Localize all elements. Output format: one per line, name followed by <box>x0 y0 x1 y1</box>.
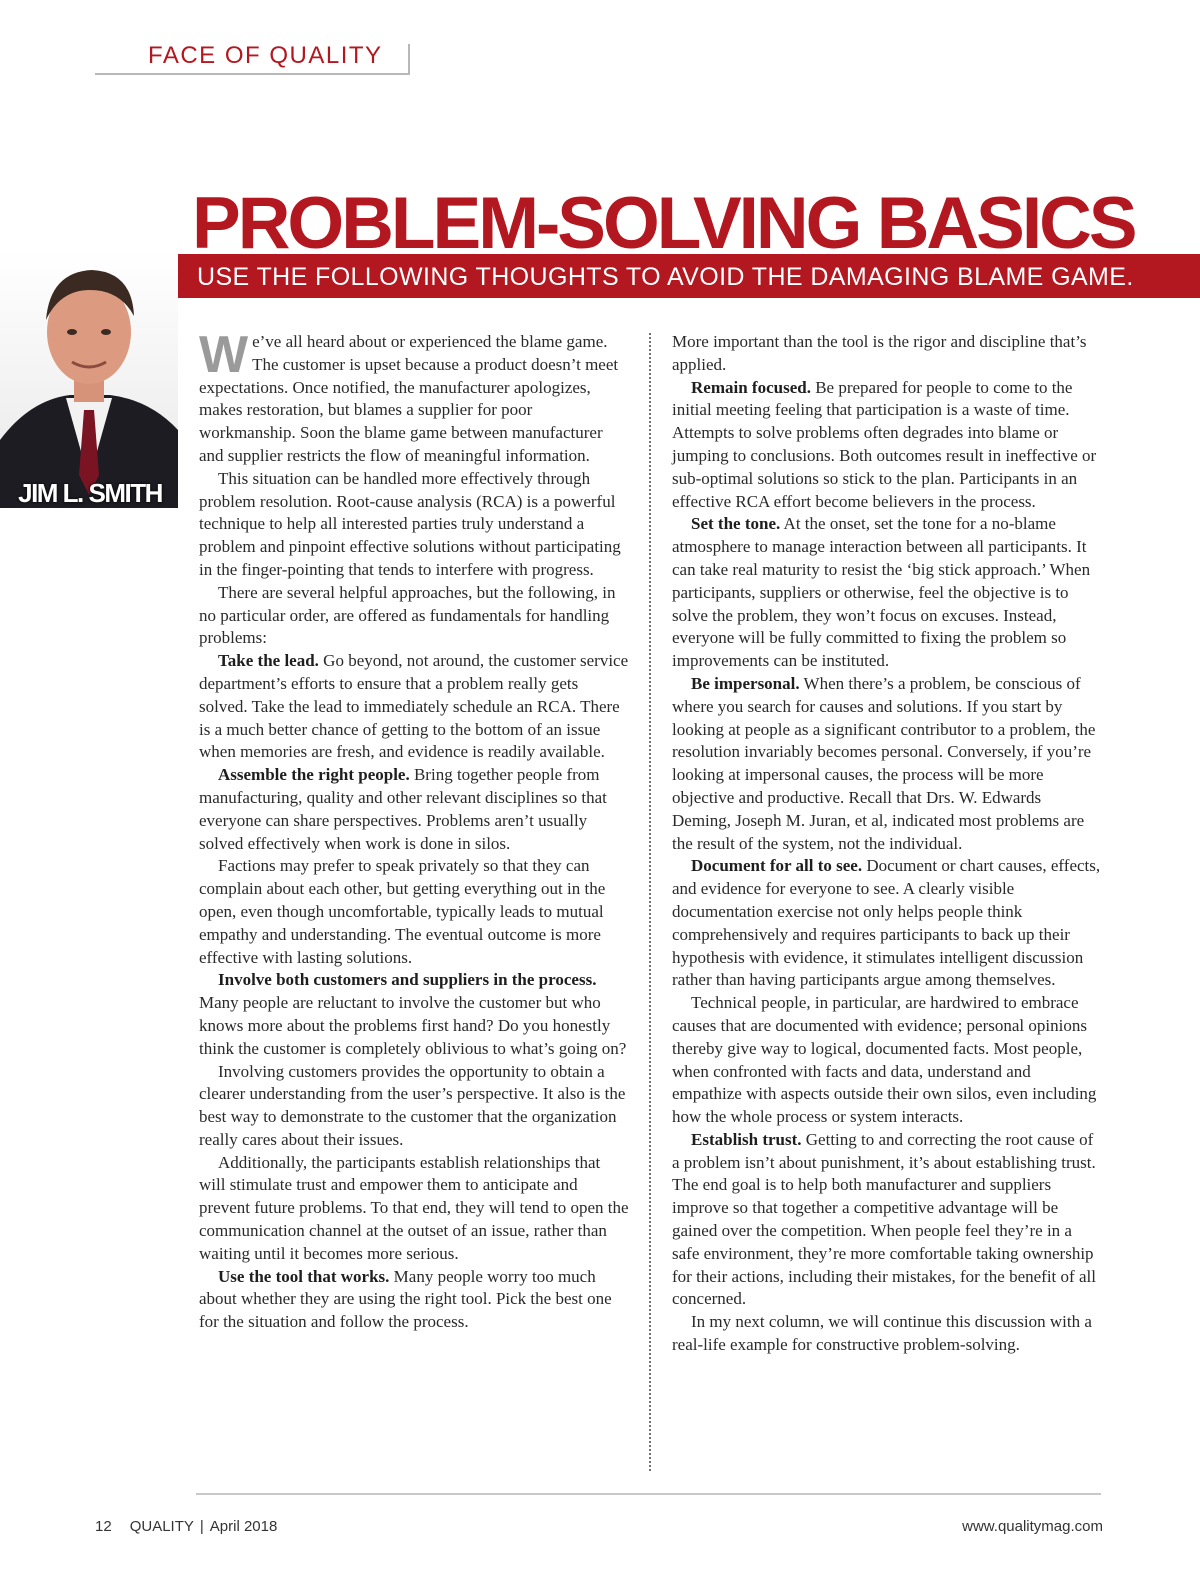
article-paragraph <box>199 764 629 855</box>
article-paragraph <box>672 992 1102 1129</box>
page-footer-left <box>95 1518 295 1535</box>
paragraph-text: Additionally, the participants establish relationships that will stimulate trust and empower them to anticipate and prevent future problems. To that end, they will tend to open the communication channel at the outset of an issue, rather than waiting until it becomes more serious. <box>199 1152 629 1263</box>
paragraph-lead-in: Assemble the right people. <box>218 765 410 785</box>
article-column-left <box>199 326 629 1334</box>
paragraph-text: This situation can be handled more effectively through problem resolution. Root-cause analysis (RCA) is a powerful technique to help all interested parties truly understand a problem and pinpoint effective solutions without participating in the finger-pointing that tends to interfere with progress. <box>199 468 621 579</box>
paragraph-text: Factions may prefer to speak privately so that they can complain about each other, but getting everything out in the open, even though uncomfortable, typically leads to mutual empathy and understanding. The eventual outcome is more effective with lasting solutions. <box>199 856 606 967</box>
author-photo <box>0 250 178 508</box>
issue-date: April 2018 <box>209 1518 278 1535</box>
article-paragraph <box>199 582 629 650</box>
paragraph-lead-in: Document for all to see. <box>691 856 863 876</box>
section-rule-vertical <box>408 44 410 75</box>
author-portrait-image <box>0 250 178 508</box>
article-title: PROBLEM-SOLVING BASICS <box>192 183 1135 264</box>
paragraph-lead-in: Take the lead. <box>218 651 319 671</box>
paragraph-text: Bring together people from manufacturing, quality and other relevant disciplines so that everyone can share perspectives. Problems aren’t usually solved effectively when work is done in silos. <box>199 765 607 853</box>
article-deck: USE THE FOLLOWING THOUGHTS TO AVOID THE DAMAGING BLAME GAME. <box>197 263 1134 291</box>
paragraph-text: Involving customers provides the opportunity to obtain a clearer understanding from the user’s perspective. It also is the best way to demonstrate to the customer that the organization really cares about their issues. <box>199 1061 626 1149</box>
paragraph-text: Go beyond, not around, the customer service department’s efforts to ensure that a problem really gets solved. Take the lead to immediately schedule an RCA. There is a much better chance of getting to the bottom of an issue when memories are fresh, and evidence is readily available. <box>199 651 629 762</box>
article-paragraph <box>199 969 629 1060</box>
article-column-right <box>672 331 1102 1357</box>
article-paragraph <box>199 1266 629 1334</box>
drop-cap: W <box>199 326 249 384</box>
paragraph-lead-in: Involve both customers and suppliers in the process. <box>218 970 597 990</box>
footer-rule <box>196 1493 1101 1495</box>
article-paragraph <box>672 673 1102 855</box>
article-paragraph <box>672 855 1102 992</box>
paragraph-text: Getting to and correcting the root cause of a problem isn’t about punishment, it’s about establishing trust. The end goal is to help both manufacturer and suppliers improve so that together a competitive advantage will be gained over the competition. When people feel they’re in a safe environment, they’re more comfortable taking ownership for their actions, including their mistakes, for the benefit of all concerned. <box>672 1129 1096 1309</box>
paragraph-text: Be prepared for people to come to the initial meeting feeling that participation is a waste of time. Attempts to solve problems often degrades into blame or jumping to conclusions. Both outcomes result in ineffective or sub-optimal solutions so stick to the plan. Participants in an effective RCA effort become believers in the process. <box>672 377 1097 511</box>
footer-separator: | <box>199 1518 204 1535</box>
paragraph-text: More important than the tool is the rigor and discipline that’s applied. <box>672 332 1087 374</box>
paragraph-lead-in: Establish trust. <box>691 1129 802 1149</box>
paragraph-text: Technical people, in particular, are hardwired to embrace causes that are documented with evidence; personal opinions thereby give way to logical, documented facts. Most people, when confronted with facts and data, understand and empathize with aspects outside their own silos, even including how the whole process or system interacts. <box>672 993 1097 1127</box>
paragraph-text: At the onset, set the tone for a no-blame atmosphere to manage interaction between all participants. It can take real maturity to resist the ‘big stick approach.’ When participants, suppliers or otherwise, feel the objective is to solve the problem, they won’t focus on excuses. Instead, everyone will be fully committed to fixing the problem so improvements can be instituted. <box>672 514 1091 671</box>
website-link[interactable]: www.qualitymag.com <box>962 1518 1103 1535</box>
article-paragraph <box>199 650 629 764</box>
section-rule <box>95 73 410 75</box>
paragraph-lead-in: Be impersonal. <box>691 673 800 693</box>
paragraph-text: Many people are reluctant to involve the customer but who knows more about the problems first hand? Do you honestly think the customer is completely oblivious to what’s going on? <box>199 993 627 1058</box>
paragraph-lead-in: Remain focused. <box>691 377 811 397</box>
publication-name: QUALITY <box>129 1518 194 1535</box>
column-divider <box>649 333 651 1471</box>
author-name: JIM L. SMITH <box>18 478 162 508</box>
article-paragraph <box>672 377 1102 514</box>
paragraph-lead-in: Use the tool that works. <box>218 1266 390 1286</box>
page-number: 12 <box>95 1518 112 1535</box>
paragraph-text: In my next column, we will continue this discussion with a real-life example for constructive problem-solving. <box>672 1312 1092 1355</box>
paragraph-text: There are several helpful approaches, but the following, in no particular order, are offered as fundamentals for handling problems: <box>199 582 616 648</box>
paragraph-lead-in: Set the tone. <box>691 514 781 534</box>
article-paragraph <box>199 855 629 969</box>
section-label: FACE OF QUALITY <box>148 42 383 69</box>
paragraph-text: Many people worry too much about whether they are using the right tool. Pick the best one for the situation and follow the process. <box>199 1266 612 1332</box>
article-paragraph <box>199 1152 629 1266</box>
article-paragraph <box>199 326 629 468</box>
article-paragraph <box>672 513 1102 673</box>
article-paragraph <box>199 468 629 582</box>
article-paragraph <box>672 1129 1102 1311</box>
article-paragraph <box>199 1061 629 1152</box>
paragraph-text: When there’s a problem, be conscious of where you search for causes and solutions. If you start by looking at people as a significant contributor to a problem, the resolution invariably becomes personal. Conversely, if you’re looking at impersonal causes, the process will be more objective and productive. Recall that Drs. W. Edwards Deming, Joseph M. Juran, et al, indicated most problems are the result of the system, not the individual. <box>672 673 1096 853</box>
paragraph-text: e’ve all heard about or experienced the blame game. The customer is upset because a product doesn’t meet expectations. Once notified, the manufacturer apologizes, makes restoration, but blames a supplier for poor workmanship. Soon the blame game between manufacturer and supplier restricts the flow of meaningful information. <box>199 332 619 465</box>
article-paragraph <box>672 1311 1102 1357</box>
paragraph-text: Document or chart causes, effects, and evidence for everyone to see. A clearly visible documentation exercise not only helps people think comprehensively and requires participants to back up their hypothesis with evidence, it stimulates intelligent discussion rather than having participants argue among themselves. <box>672 856 1101 990</box>
article-paragraph <box>672 331 1102 377</box>
